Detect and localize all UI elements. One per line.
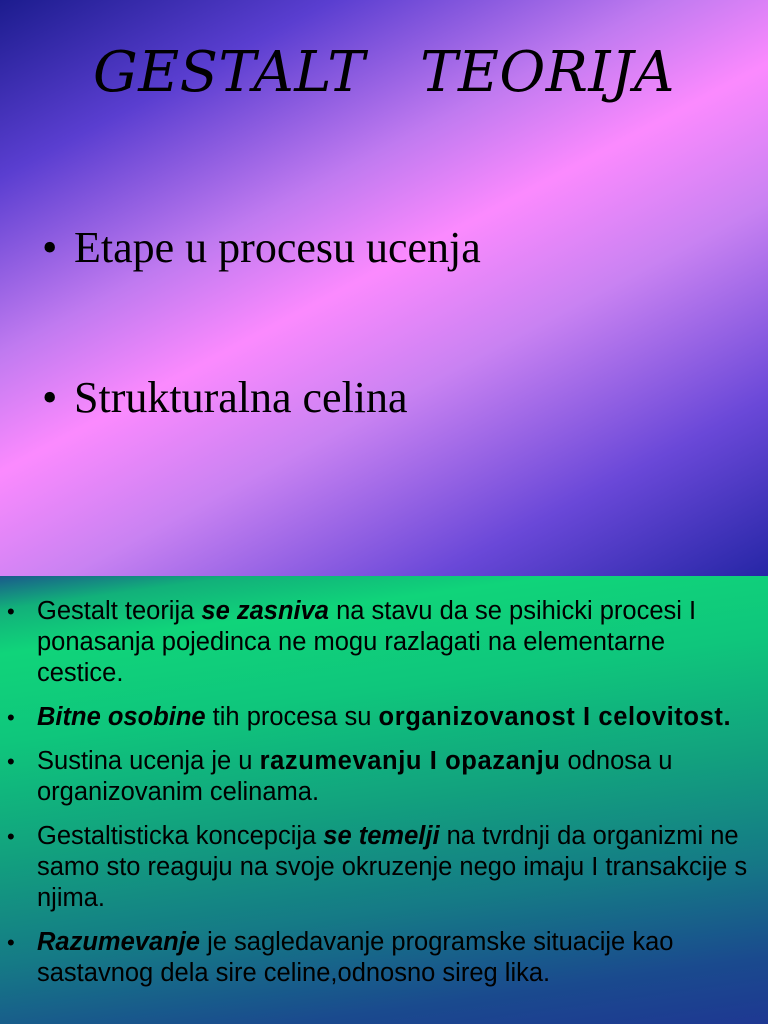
- item-emphasis: Razumevanje: [37, 928, 200, 956]
- item-emphasis: se temelji: [323, 822, 440, 850]
- item-text: Gestaltisticka koncepcija: [37, 822, 324, 850]
- list-item: [0, 746, 768, 808]
- item-bold: organizovanost I celovitost.: [378, 703, 732, 731]
- item-text: Sustina ucenja je u: [37, 747, 260, 775]
- item-emphasis: se zasniva: [201, 597, 329, 625]
- slide-gestalt-description: [0, 576, 768, 1024]
- item-text: tih procesa su: [205, 703, 379, 731]
- slide-bullet-etape: [42, 222, 481, 273]
- bullet-glyph: •: [7, 930, 15, 955]
- list-item: [0, 821, 768, 914]
- item-text: Gestalt teorija: [37, 597, 202, 625]
- list-item: [0, 927, 768, 989]
- item-text: na tvrdnji da organizmi ne samo sto reaguju na svoje okruzenje nego imaju I transakcije s njima.: [37, 822, 748, 912]
- bullet-list: [0, 596, 768, 1002]
- item-text: na stavu da se psihicki procesi I ponasanja pojedinca ne mogu razlagati na elementarne cestice.: [37, 597, 697, 687]
- bullet-glyph: •: [7, 599, 15, 624]
- item-text: odnosa u organizovanim celinama.: [37, 747, 673, 806]
- bullet-glyph: •: [7, 824, 15, 849]
- bullet-text: Strukturalna celina: [74, 373, 408, 422]
- bullet-glyph: •: [7, 749, 15, 774]
- slide-title: GESTALT TEORIJA: [93, 40, 675, 105]
- bullet-glyph: •: [7, 705, 15, 730]
- bullet-text: Etape u procesu ucenja: [74, 223, 481, 272]
- item-bold: razumevanju I opazanju: [259, 747, 561, 775]
- bullet-glyph: •: [42, 373, 58, 422]
- item-text: je sagledavanje programske situacije kao sastavnog dela sire celine,odnosno sireg lika.: [37, 928, 674, 987]
- item-emphasis: Bitne osobine: [37, 703, 206, 731]
- list-item: [0, 702, 768, 733]
- list-item: [0, 596, 768, 689]
- bullet-glyph: •: [42, 223, 58, 272]
- slide-bullet-strukturalna: [42, 372, 408, 423]
